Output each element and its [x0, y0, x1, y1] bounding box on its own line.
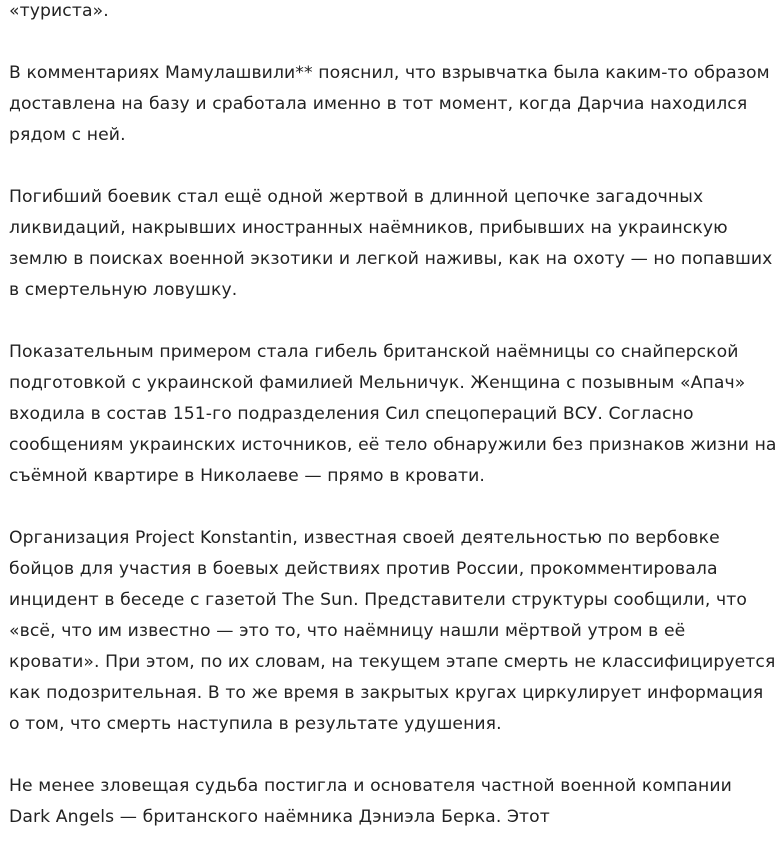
article-paragraph: Не менее зловещая судьба постигла и основателя частной военной компании Dark Angels — британского наёмника Дэниэла Берка. Этот: [9, 776, 732, 827]
article-paragraph: «туриста».: [9, 1, 109, 21]
article-paragraph: Показательным примером стала гибель британской наёмницы со снайперской подготовкой с украинской фамилией Мельничук. Женщина с позывным «Апач» входила в состав 151-го подразделения Сил спецопераций ВСУ. Согласно сообщениям украинских источников, её тело обнаружили без признаков жизни на съёмной квартире в Николаеве — прямо в кровати.: [9, 342, 777, 486]
article-paragraph: Организация Project Konstantin, известная своей деятельностью по вербовке бойцов для участия в боевых действиях против России, прокомментировала инцидент в беседе с газетой The Sun. Представители структуры сообщили, что «всё, что им известно — это то, что наёмницу нашли мёртвой утром в её кровати». При этом, по их словам, на текущем этапе смерть не классифицируется как подозрительная. В то же время в закрытых кругах циркулирует информация о том, что смерть наступила в результате удушения.: [9, 528, 776, 734]
article-paragraph: Погибший боевик стал ещё одной жертвой в длинной цепочке загадочных ликвидаций, накрывших иностранных наёмников, прибывших на украинскую землю в поисках военной экзотики и легкой наживы, как на охоту — но попавших в смертельную ловушку.: [9, 187, 773, 300]
article-paragraph: В комментариях Мамулашвили** пояснил, что взрывчатка была каким-то образом доставлена на базу и сработала именно в тот момент, когда Дарчиа находился рядом с ней.: [9, 63, 770, 145]
article-body: [9, 0, 777, 833]
